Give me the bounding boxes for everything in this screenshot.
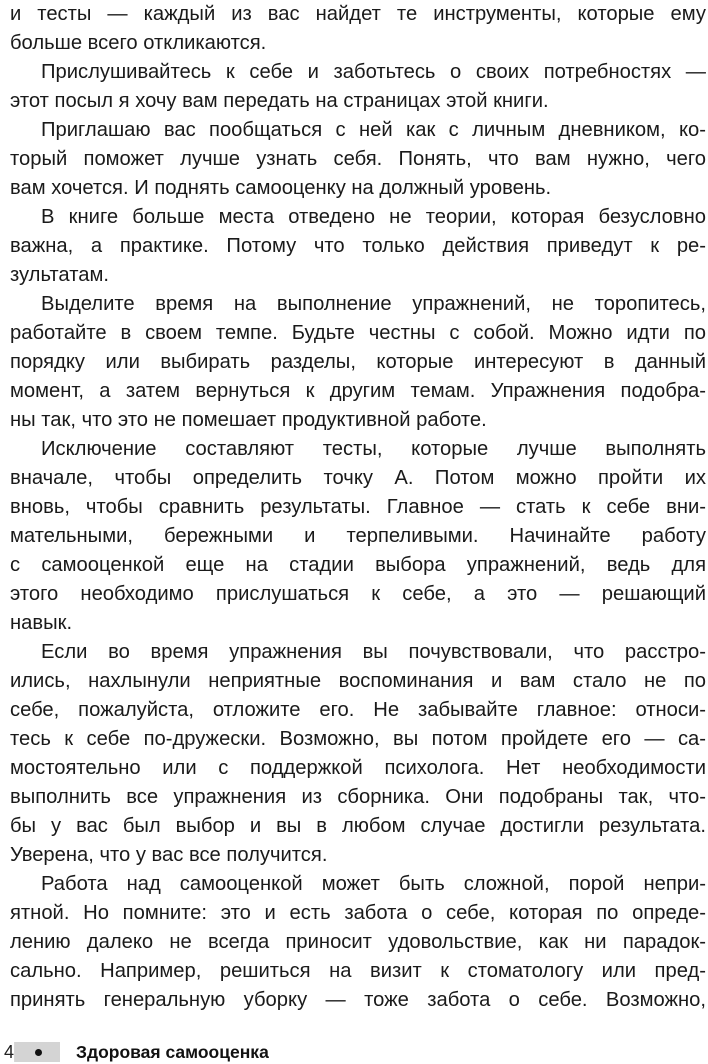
paragraph-first-line: Прислушивайтесь к себе и заботьтесь о своих потребностях — [41, 61, 706, 83]
paragraph-first-line: В книге больше места отведено не теории, которая безусловно [41, 206, 706, 228]
running-title: Здоровая самооценка [76, 1042, 269, 1062]
page-number: 4 [4, 1042, 15, 1062]
paragraph-line: торый поможет лучше узнать себя. Понять, что вам нужно, чего [10, 148, 706, 170]
paragraph-line: этот посыл я хочу вам передать на страницах этой книги. [10, 90, 549, 112]
paragraph-line: работайте в своем темпе. Будьте честны с собой. Можно идти по [10, 322, 706, 344]
paragraph-line: мательными, бережными и терпеливыми. Начинайте работу [10, 525, 706, 547]
paragraph-line: момент, а затем вернуться к другим темам. Упражнения подобра- [10, 380, 706, 402]
paragraph-line: бы у вас был выбор и вы в любом случае достигли результата. [10, 815, 706, 837]
paragraph-line: принять генеральную уборку — тоже забота о себе. Возможно, [10, 989, 706, 1011]
paragraph-line: сально. Например, решиться на визит к стоматологу или пред- [10, 960, 706, 982]
paragraph-line: порядку или выбирать разделы, которые интересуют в данный [10, 351, 706, 373]
page-body [10, 0, 706, 1015]
paragraph-line: Уверена, что у вас все получится. [10, 844, 328, 866]
footer-bullet-icon [35, 1049, 42, 1056]
paragraph-line: тесь к себе по-дружески. Возможно, вы потом пройдете его — са- [10, 728, 706, 750]
paragraph-first-line: Исключение составляют тесты, которые лучше выполнять [41, 438, 706, 460]
paragraph-line: лению далеко не всегда приносит удовольствие, как ни парадок- [10, 931, 706, 953]
paragraph-line: мостоятельно или с поддержкой психолога. Нет необходимости [10, 757, 706, 779]
paragraph-line: важна, а практике. Потому что только действия приведут к ре- [10, 235, 706, 257]
paragraph-line: выполнить все упражнения из сборника. Они подобраны так, что- [10, 786, 706, 808]
paragraph-line: ились, нахлынули неприятные воспоминания и вам стало не по [10, 670, 706, 692]
paragraph-line: больше всего откликаются. [10, 32, 267, 54]
paragraph-first-line: Если во время упражнения вы почувствовали, что расстро- [41, 641, 706, 663]
paragraph-first-line: Выделите время на выполнение упражнений, не торопитесь, [41, 293, 706, 315]
paragraph-first-line: Приглашаю вас пообщаться с ней как с личным дневником, ко- [41, 119, 706, 141]
paragraph-line: и тесты — каждый из вас найдет те инструменты, которые ему [10, 3, 706, 25]
paragraph-line: зультатам. [10, 264, 109, 286]
paragraph-line: с самооценкой еще на стадии выбора упражнений, ведь для [10, 554, 706, 576]
paragraph-line: ны так, что это не помешает продуктивной работе. [10, 409, 487, 431]
paragraph-line: ятной. Но помните: это и есть забота о себе, которая по опреде- [10, 902, 706, 924]
paragraph-line: себе, пожалуйста, отложите его. Не забывайте главное: относи- [10, 699, 706, 721]
paragraph-line: этого необходимо прислушаться к себе, а это — решающий [10, 583, 706, 605]
paragraph-line: навык. [10, 612, 73, 634]
paragraph-line: вам хочется. И поднять самооценку на должный уровень. [10, 177, 552, 199]
paragraph-line: вначале, чтобы определить точку А. Потом можно пройти их [10, 467, 706, 489]
paragraph-first-line: Работа над самооценкой может быть сложной, порой непри- [41, 873, 706, 895]
page-footer [0, 1040, 708, 1064]
paragraph-line: вновь, чтобы сравнить результаты. Главное — стать к себе вни- [10, 496, 706, 518]
